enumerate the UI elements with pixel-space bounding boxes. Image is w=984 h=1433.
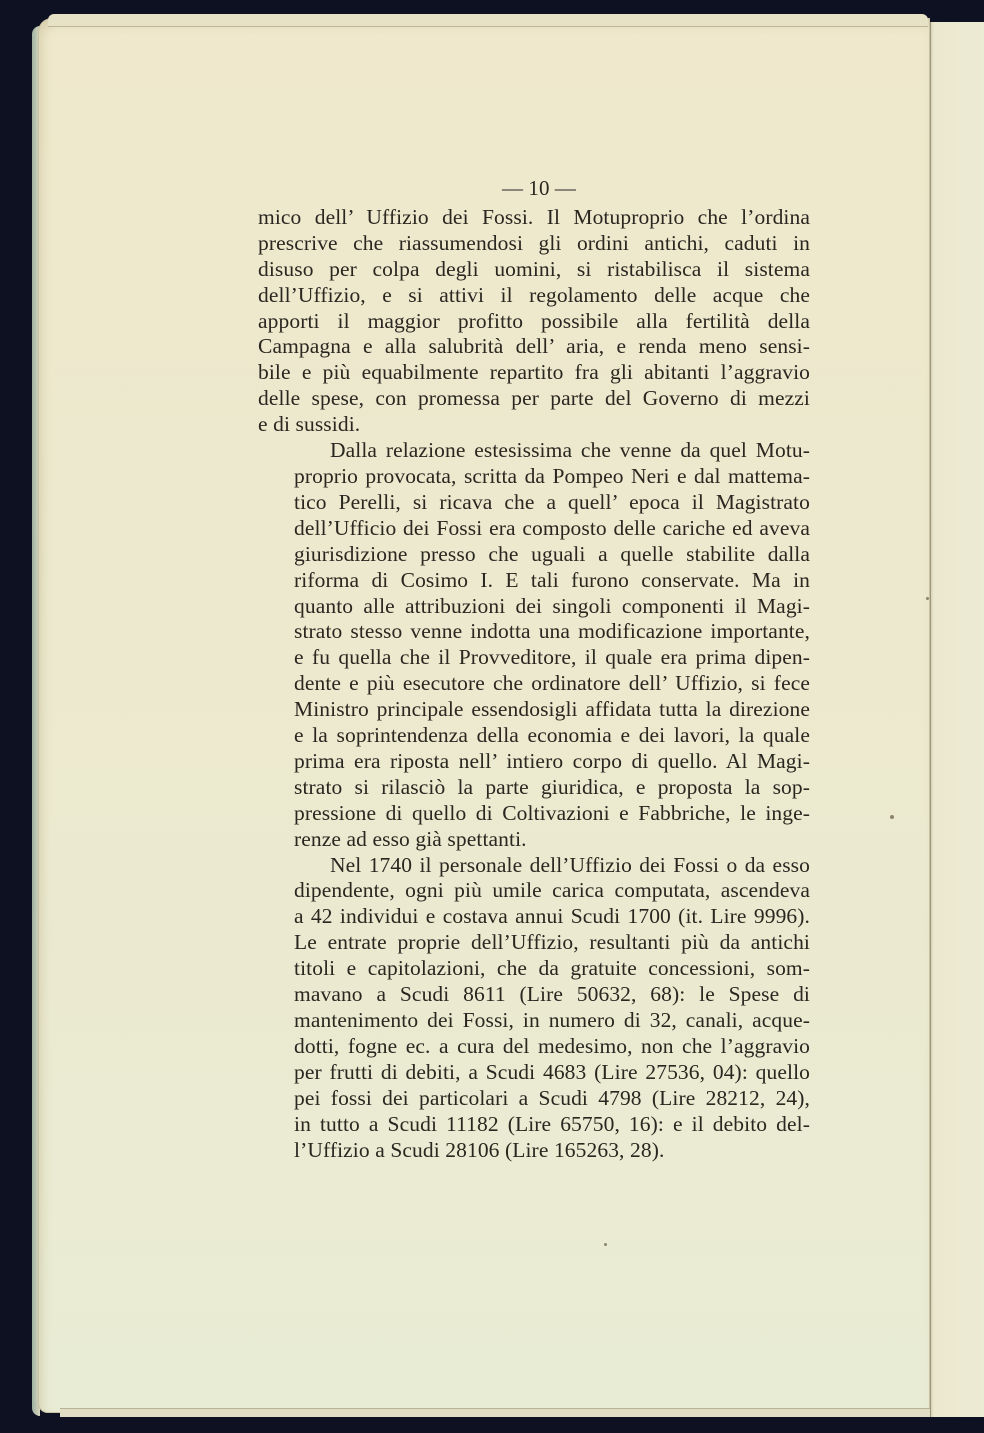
text-line: strato stesso venne indotta una modificazione importante, bbox=[294, 619, 810, 644]
adjacent-page-edge bbox=[930, 22, 984, 1417]
paragraph bbox=[258, 438, 810, 853]
paragraph bbox=[258, 853, 810, 1164]
text-line: delle spese, con promessa per parte del Governo di mezzi bbox=[258, 386, 810, 411]
text-line: per frutti di debiti, a Scudi 4683 (Lire 27536, 04): quello bbox=[294, 1059, 810, 1084]
text-line: Le entrate proprie dell’Uffizio, resultanti più da antichi bbox=[294, 930, 810, 955]
paper-speck bbox=[604, 1243, 607, 1246]
text-line: prima era riposta nell’ intiero corpo di quello. Al Magi- bbox=[294, 748, 810, 773]
text-line: quanto alle attribuzioni dei singoli componenti il Magi- bbox=[294, 593, 810, 618]
text-line: mavano a Scudi 8611 (Lire 50632, 68): le Spese di bbox=[294, 982, 810, 1007]
text-line: l’Uffizio a Scudi 28106 (Lire 165263, 28). bbox=[294, 1137, 665, 1162]
text-line: mico dell’ Uffizio dei Fossi. Il Motuproprio che l’ordina bbox=[258, 204, 810, 229]
paragraphs bbox=[258, 205, 810, 1164]
text-line: apporti il maggior profitto possibile alla fertilità della bbox=[258, 308, 810, 333]
text-line: pei fossi dei particolari a Scudi 4798 (Lire 28212, 24), bbox=[294, 1085, 810, 1110]
text-line: Campagna e alla salubrità dell’ aria, e renda meno sensi- bbox=[258, 334, 810, 359]
page-bottom-edge bbox=[60, 1408, 930, 1417]
text-line: prescrive che riassumendosi gli ordini antichi, caduti in bbox=[258, 230, 810, 255]
page-top-edge bbox=[48, 14, 928, 27]
text-line: dente e più esecutore che ordinatore dell’ Uffizio, si fece bbox=[294, 671, 810, 696]
text-line: mantenimento dei Fossi, in numero di 32, canali, acque- bbox=[294, 1008, 810, 1032]
page-number: — 10 — bbox=[501, 176, 577, 200]
text-line: giurisdizione presso che uguali a quelle stabilite dalla bbox=[294, 541, 810, 566]
text-line: proprio provocata, scritta da Pompeo Neri e dal mattema- bbox=[294, 463, 810, 488]
text-line: e di sussidi. bbox=[258, 412, 361, 437]
text-line: dell’Ufficio dei Fossi era composto delle cariche ed aveva bbox=[294, 515, 810, 540]
text-line: e fu quella che il Provveditore, il quale era prima dipen- bbox=[294, 645, 810, 670]
text-line: strato si rilasciò la parte giuridica, e proposta la sop- bbox=[294, 774, 810, 799]
text-line: dell’Uffizio, e si attivi il regolamento delle acque che bbox=[258, 282, 810, 307]
text-line: riforma di Cosimo I. E tali furono conservate. Ma in bbox=[294, 567, 810, 592]
text-line: Ministro principale essendosigli affidata tutta la direzione bbox=[294, 697, 810, 722]
text-line: renze ad esso già spettanti. bbox=[294, 826, 527, 851]
text-line: disuso per colpa degli uomini, si ristabilisca il sistema bbox=[258, 256, 810, 281]
text-line: dotti, fogne ec. a cura del medesimo, non che l’aggravio bbox=[294, 1033, 810, 1058]
text-line: Dalla relazione estesissima che venne da quel Motu- bbox=[330, 438, 810, 463]
text-line: a 42 individui e costava annui Scudi 1700 (it. Lire 9996). bbox=[294, 904, 810, 929]
text-line: titoli e capitolazioni, che da gratuite concessioni, som- bbox=[294, 956, 810, 981]
paragraph bbox=[258, 205, 810, 438]
text-line: pressione di quello di Coltivazioni e Fabbriche, le inge- bbox=[294, 800, 810, 825]
text-line: e la soprintendenza della economia e dei lavori, la quale bbox=[294, 723, 810, 748]
text-line: Nel 1740 il personale dell’Uffizio dei Fossi o da esso bbox=[330, 852, 810, 877]
paper-speck bbox=[926, 597, 929, 600]
paper-speck bbox=[890, 815, 894, 819]
page-text bbox=[258, 176, 810, 1163]
text-line: in tutto a Scudi 11182 (Lire 65750, 16): e il debito del- bbox=[294, 1111, 810, 1136]
text-line: tico Perelli, si ricava che a quell’ epoca il Magistrato bbox=[294, 489, 810, 514]
text-line: dipendente, ogni più umile carica computata, ascendeva bbox=[294, 878, 810, 903]
text-line: bile e più equabilmente repartito fra gli abitanti l’aggravio bbox=[258, 360, 810, 385]
